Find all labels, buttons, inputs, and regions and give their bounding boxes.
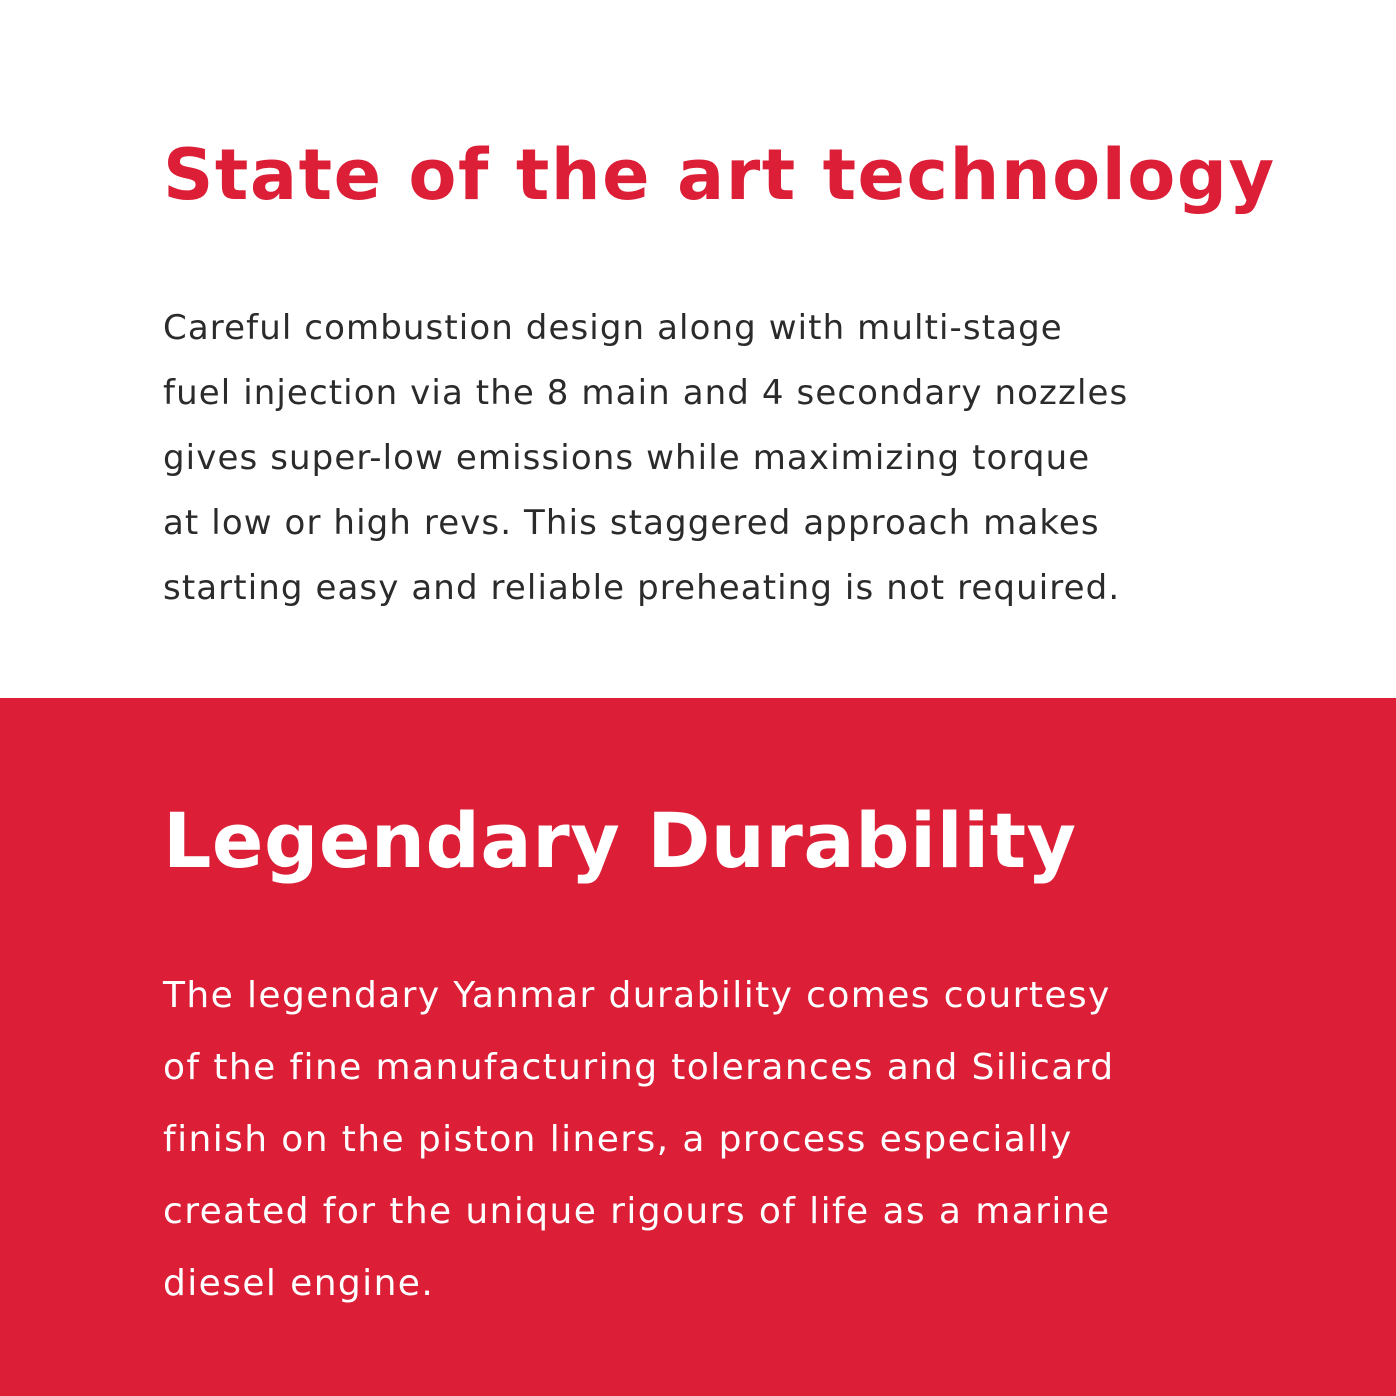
durability-title: Legendary Durability	[163, 796, 1077, 885]
technology-paragraph	[163, 296, 1263, 621]
paragraph-line: Careful combustion design along with multi-stage	[163, 308, 1063, 348]
paragraph-line: of the fine manufacturing tolerances and Silicard	[163, 1047, 1115, 1088]
paragraph-line: finish on the piston liners, a process especially	[163, 1119, 1073, 1160]
paragraph-line: gives super-low emissions while maximizing torque	[163, 438, 1091, 478]
technology-title: State of the art technology	[163, 134, 1276, 216]
durability-section	[0, 698, 1396, 1396]
paragraph-line: starting easy and reliable preheating is not required.	[163, 568, 1121, 608]
durability-paragraph	[163, 960, 1293, 1320]
paragraph-line: created for the unique rigours of life as a marine	[163, 1191, 1111, 1232]
paragraph-line: at low or high revs. This staggered approach makes	[163, 503, 1100, 543]
paragraph-line: fuel injection via the 8 main and 4 secondary nozzles	[163, 373, 1129, 413]
paragraph-line: diesel engine.	[163, 1263, 435, 1304]
paragraph-line: The legendary Yanmar durability comes courtesy	[163, 975, 1111, 1016]
